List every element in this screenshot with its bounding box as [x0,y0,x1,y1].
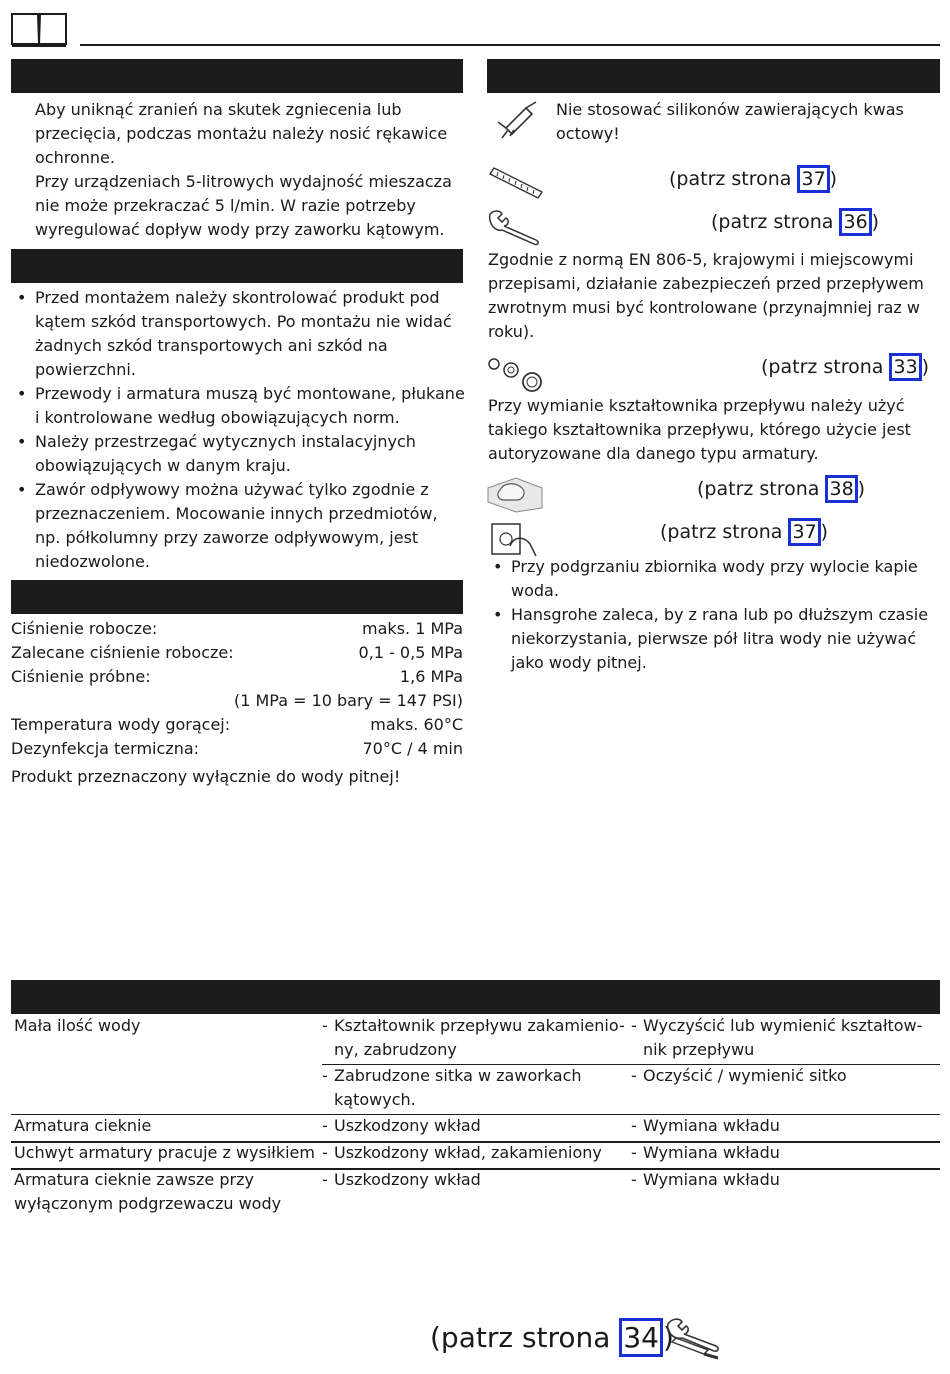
safety-line: Przy urządzeniach 5-litrowych wydajność mieszacza [35,172,452,191]
table-row: Uchwyt armatury pracuje z wysiłkiem - Uszkodzony wkład, zakamieniony - Wymiana wkładu [14,1143,780,1162]
safety-text [35,98,465,242]
tech-row: Dezynfekcja termiczna: 70°C / 4 min [11,739,463,758]
table-row: - Zabrudzone sitka w zaworkach kątowych. - Oczyścić / wymienić sitko [322,1066,847,1109]
page-number[interactable]: 36 [839,208,871,236]
assembly-list [11,286,466,574]
safety-line: wyregulować dopływ wody przy zaworku kątowym. [35,220,445,239]
page-ref-flow[interactable]: (patrz strona 33 ) [761,354,929,380]
flow-text: Przy wymianie kształtownika przepływu należy użyć takiego kształtownika przepływu, którego użycie jest autoryzowane dla danego typu armatury. [488,396,911,463]
page-number[interactable]: 33 [889,353,921,381]
page-ref-bottom[interactable]: (patrz strona 34 ) [430,1318,674,1358]
table-row: Mała ilość wody - Kształtownik przepływu zakamienio- ny, zabrudzony - Wyczyścić lub wymienić kształtow- nik przepływu [14,1016,923,1059]
assembly-item: • Zawór odpływowy można używać tylko zgodnie z przeznaczeniem. Mocowanie innych przedmiotów, np. półkolumny przy zaworze odpływowym, jest niedozwolone. [11,478,466,574]
troubleshooting-section-bar [11,980,940,1014]
tech-row: Ciśnienie robocze: maks. 1 MPa [11,619,463,638]
wrench-screwdriver-icon [664,1316,722,1358]
ruler-icon [488,166,544,202]
assembly-item: • Przewody i armatura muszą być montowane, płukane i kontrolowane według obowiązujących norm. [11,382,466,430]
page-ref-measure[interactable]: (patrz strona 37 ) [669,166,837,192]
technical-section-bar [11,580,463,614]
safety-line: przecięcia, podczas montażu należy nosić rękawice [35,124,448,143]
page-ref-push[interactable]: (patrz strona 37 ) [660,519,828,545]
page-number[interactable]: 37 [788,518,820,546]
water-note-item: • Przy podgrzaniu zbiornika wody przy wylocie kapie woda. [487,555,942,603]
page-number[interactable]: 34 [619,1318,663,1357]
table-row: Armatura cieknie zawsze przy wyłączonym podgrzewaczu wody - Uszkodzony wkład - Wymiana wkładu [14,1170,780,1213]
water-note-item: • Hansgrohe zaleca, by z rana lub po dłuższym czasie niekorzystania, pierwsze pół litra wody nie używać jako wody pitnej. [487,603,942,675]
page-ref-wrench[interactable]: (patrz strona 36 ) [711,209,879,235]
tech-row: Ciśnienie próbne: 1,6 MPa [11,667,463,686]
flow-regulator-icon [486,355,544,393]
table-row: Armatura cieknie - Uszkodzony wkład - Wymiana wkładu [14,1116,780,1135]
page-ref-cleaning[interactable]: (patrz strona 38 ) [697,476,865,502]
safety-section-bar [11,59,463,93]
silicone-gun-icon [492,100,542,142]
wrench-icon [486,208,544,246]
silicone-warning: Nie stosować silikonów zawierających kwas octowy! [556,100,904,143]
safety-line: Aby uniknąć zranień na skutek zgniecenia lub [35,100,402,119]
assembly-item: • Należy przestrzegać wytycznych instalacyjnych obowiązujących w danym kraju. [11,430,466,478]
assembly-section-bar [11,249,463,283]
installation-section-bar [487,59,940,93]
tech-row: (1 MPa = 10 bary = 147 PSI) [233,691,463,710]
water-notes-list [487,555,942,675]
tech-row: Zalecane ciśnienie robocze: 0,1 - 0,5 MPa [11,643,463,662]
assembly-item: • Przed montażem należy skontrolować produkt pod kątem szkód transportowych. Po montażu nie widać żadnych szkód transportowych ani szkód na powierzchni. [11,286,466,382]
safety-line: nie może przekraczać 5 l/min. W razie potrzeby [35,196,416,215]
page-number[interactable]: 37 [797,165,829,193]
page-number[interactable]: 38 [825,475,857,503]
book-icon [10,10,68,48]
cleaning-hand-icon [486,474,544,514]
safety-line: ochronne. [35,148,115,167]
tech-row: Temperatura wody gorącej: maks. 60°C [11,715,463,734]
push-button-icon [490,516,540,558]
header-rule [80,44,940,46]
norm-text: Zgodnie z normą EN 806-5, krajowymi i miejscowymi przepisami, działanie zabezpieczeń przed przepływem zwrotnym musi być kontrolowane (przynajmniej raz w roku). [488,250,924,341]
drinking-water-note: Produkt przeznaczony wyłącznie do wody pitnej! [11,767,401,786]
